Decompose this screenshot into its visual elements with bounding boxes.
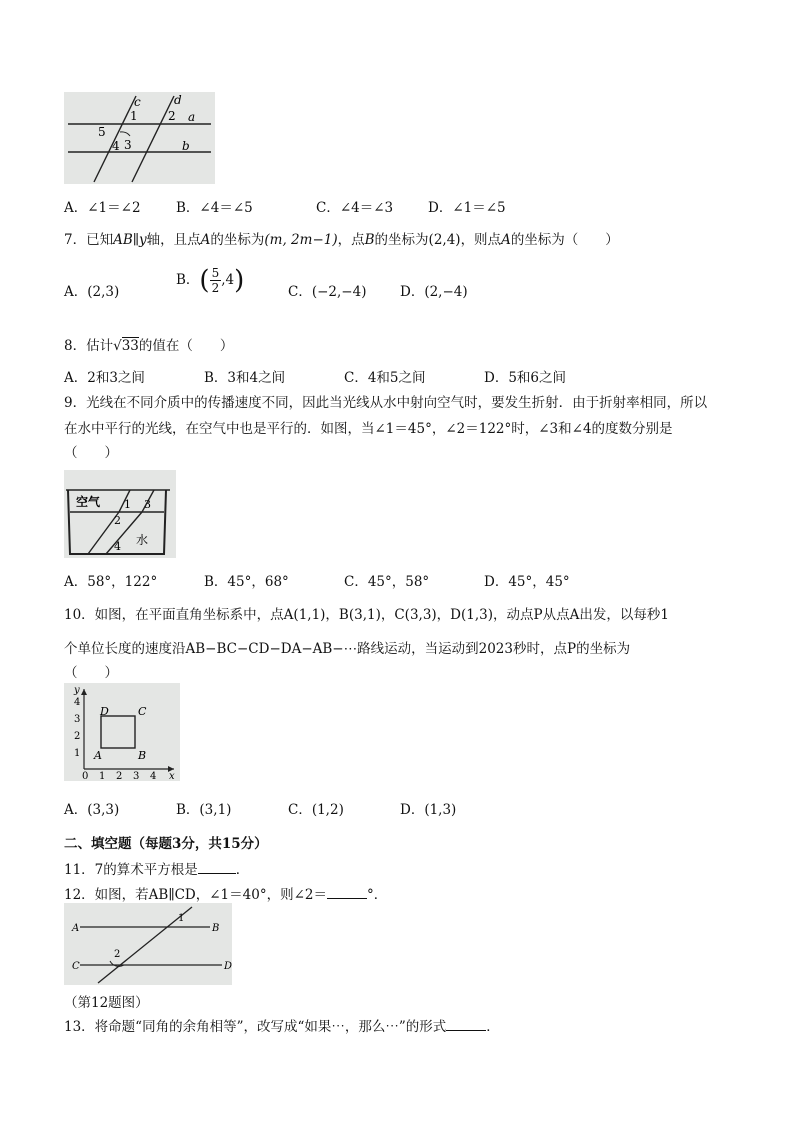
q7-option-b-rest: ,4 [221, 272, 235, 288]
q11-end: ． [235, 862, 250, 878]
q7-var-y: y [139, 232, 147, 248]
q13-text: 13．将命题“同角的余角相等”，改写成“如果⋯，那么⋯”的形式 [64, 1019, 447, 1035]
y-axis-arrow [81, 689, 87, 695]
q8-option-b[interactable]: B．3和4之间 [204, 370, 286, 386]
fig-label-water: 水 [136, 533, 149, 547]
tick-y-3: 3 [74, 714, 81, 725]
tick-x-2: 2 [116, 771, 123, 781]
sqrt-sign: √ [113, 338, 122, 354]
fig-label-4: 4 [114, 540, 121, 553]
fig-label-3: 3 [144, 498, 151, 511]
q9-option-b[interactable]: B．45°，68° [204, 574, 289, 590]
q9-stem-line1: 9．光线在不同介质中的传播速度不同，因此当光线从水中射向空气时，要发生折射．由于折射率相同，所以 [64, 395, 708, 411]
point-label-c: C [138, 705, 147, 718]
tick-y-2: 2 [74, 731, 81, 742]
axis-label-x: x [169, 771, 175, 781]
paren-left: ( [199, 265, 210, 296]
fig-label-d: d [174, 93, 182, 107]
tick-x-4: 4 [150, 771, 157, 781]
fig-label-3: 3 [124, 138, 132, 152]
q7-var-b: B [364, 232, 375, 248]
q10-option-c[interactable]: C．(1,2) [288, 802, 344, 818]
q10-stem-line1: 10．如图，在平面直角坐标系中，点A(1,1)，B(3,1)，C(3,3)，D(1,3)，动点P从点A出发，以每秒1 [64, 607, 669, 623]
q7-option-b-fraction [210, 266, 222, 295]
fraction-denominator: 2 [211, 281, 220, 295]
q11-text: 11．7的算术平方根是 [64, 862, 198, 878]
q12-figure-caption: （第12题图） [64, 995, 149, 1011]
q12-end: °． [366, 887, 388, 903]
q10-stem-line2: 个单位长度的速度沿AB−BC−CD−DA−AB−⋯路线运动，当运动到2023秒时，点P的坐标为 [64, 641, 631, 657]
q13-end: ． [486, 1019, 500, 1035]
q7-stem-part: ，则点 [460, 232, 502, 248]
point-label-b: B [212, 923, 220, 934]
q8-option-d[interactable]: D．5和6之间 [484, 370, 567, 386]
q6-option-b[interactable]: B．∠4＝∠5 [176, 200, 253, 216]
q8-radicand: 33 [121, 338, 139, 354]
q12 [64, 883, 387, 903]
q7-option-d[interactable]: D．(2,−4) [400, 284, 468, 300]
q9-stem-line3: （ ） [64, 445, 118, 461]
fig-label-c: c [134, 95, 141, 109]
q7-stem-part: ，点 [337, 232, 365, 248]
point-label-c: C [72, 961, 80, 972]
q8-option-c[interactable]: C．4和5之间 [344, 370, 426, 386]
q7-stem-part: 的坐标为 [210, 232, 265, 248]
q9-stem-line2: 在水中平行的光线，在空气中也是平行的．如图，当∠1＝45°，∠2＝122°时，∠3和∠4的度数分别是 [64, 421, 673, 437]
q10-option-a[interactable]: A．(3,3) [64, 802, 120, 818]
q7-coord-a: (m, 2m−1) [264, 232, 338, 248]
q7-option-b[interactable] [176, 266, 244, 295]
q7-stem-part: 的坐标为 [374, 232, 429, 248]
q9-option-c[interactable]: C．45°，58° [344, 574, 430, 590]
fig-label-a: a [188, 110, 196, 124]
fraction-numerator: 5 [211, 266, 220, 280]
q10-option-d[interactable]: D．(1,3) [400, 802, 457, 818]
square-abcd [101, 716, 135, 748]
q6-option-c[interactable]: C．∠4＝∠3 [316, 200, 394, 216]
q10-figure [64, 683, 180, 781]
q7-coord-b: (2,4) [428, 232, 461, 248]
fig-label-b: b [182, 139, 190, 153]
paren-right: ) [234, 265, 245, 296]
q9-option-d[interactable]: D．45°，45° [484, 574, 570, 590]
q7-var-ab: AB [113, 232, 133, 248]
q6-option-a[interactable]: A．∠1＝∠2 [64, 200, 141, 216]
point-label-a: A [72, 923, 80, 934]
point-label-d: D [224, 961, 232, 972]
q13-answer-blank[interactable] [446, 1030, 486, 1031]
q7-var-a2: A [501, 232, 511, 248]
fig-label-4: 4 [112, 139, 120, 153]
fig-label-air: 空气 [76, 495, 101, 509]
q11-answer-blank[interactable] [198, 873, 236, 874]
q7-var-a: A [200, 232, 211, 248]
fig-label-2: 2 [168, 109, 176, 123]
q7-stem-part: 7．已知 [64, 232, 114, 248]
q12-figure [64, 903, 232, 985]
tick-x-1: 1 [99, 771, 106, 781]
tick-y-1: 1 [74, 748, 81, 759]
angle-label-2: 2 [114, 949, 121, 960]
section-title-fill-in: 二、填空题（每题3分，共15分） [64, 836, 268, 852]
point-label-a: A [94, 749, 102, 762]
q7-parallel: ∥ [132, 232, 140, 248]
angle-label-1: 1 [178, 913, 185, 924]
q6-option-d[interactable]: D．∠1＝∠5 [428, 200, 506, 216]
fig-label-5: 5 [98, 125, 106, 139]
q7-stem-part: 的坐标为（ ） [510, 232, 619, 248]
q9-figure [64, 470, 176, 558]
q6-figure [64, 92, 215, 184]
q8-option-a[interactable]: A．2和3之间 [64, 370, 145, 386]
q12-text: 12．如图，若AB∥CD，∠1＝40°，则∠2＝ [64, 887, 327, 903]
q10-option-b[interactable]: B．(3,1) [176, 802, 232, 818]
fig-label-2: 2 [114, 514, 121, 527]
q11 [64, 858, 249, 878]
tick-x-0: 0 [82, 771, 89, 781]
tick-y-4: 4 [74, 697, 81, 708]
tick-x-3: 3 [133, 771, 140, 781]
q9-option-a[interactable]: A．58°，122° [64, 574, 158, 590]
q8-stem [64, 334, 233, 354]
point-label-b: B [138, 749, 147, 762]
axis-label-y: y [74, 685, 80, 696]
q12-answer-blank[interactable] [327, 898, 367, 899]
q7-stem [64, 228, 619, 248]
q7-stem-part: 轴，且点 [146, 232, 201, 248]
q13 [64, 1015, 500, 1035]
point-label-d: D [100, 705, 109, 718]
fig-label-1: 1 [124, 498, 131, 511]
q7-option-a[interactable]: A．(2,3) [64, 284, 120, 300]
fig-label-1: 1 [130, 109, 138, 123]
q8-stem-part: 8．估计 [64, 338, 114, 354]
q8-stem-part: 的值在（ ） [138, 338, 234, 354]
q7-option-c[interactable]: C．(−2,−4) [288, 284, 367, 300]
q10-stem-line3: （ ） [64, 665, 118, 681]
q7-option-b-prefix: B． [176, 272, 200, 288]
